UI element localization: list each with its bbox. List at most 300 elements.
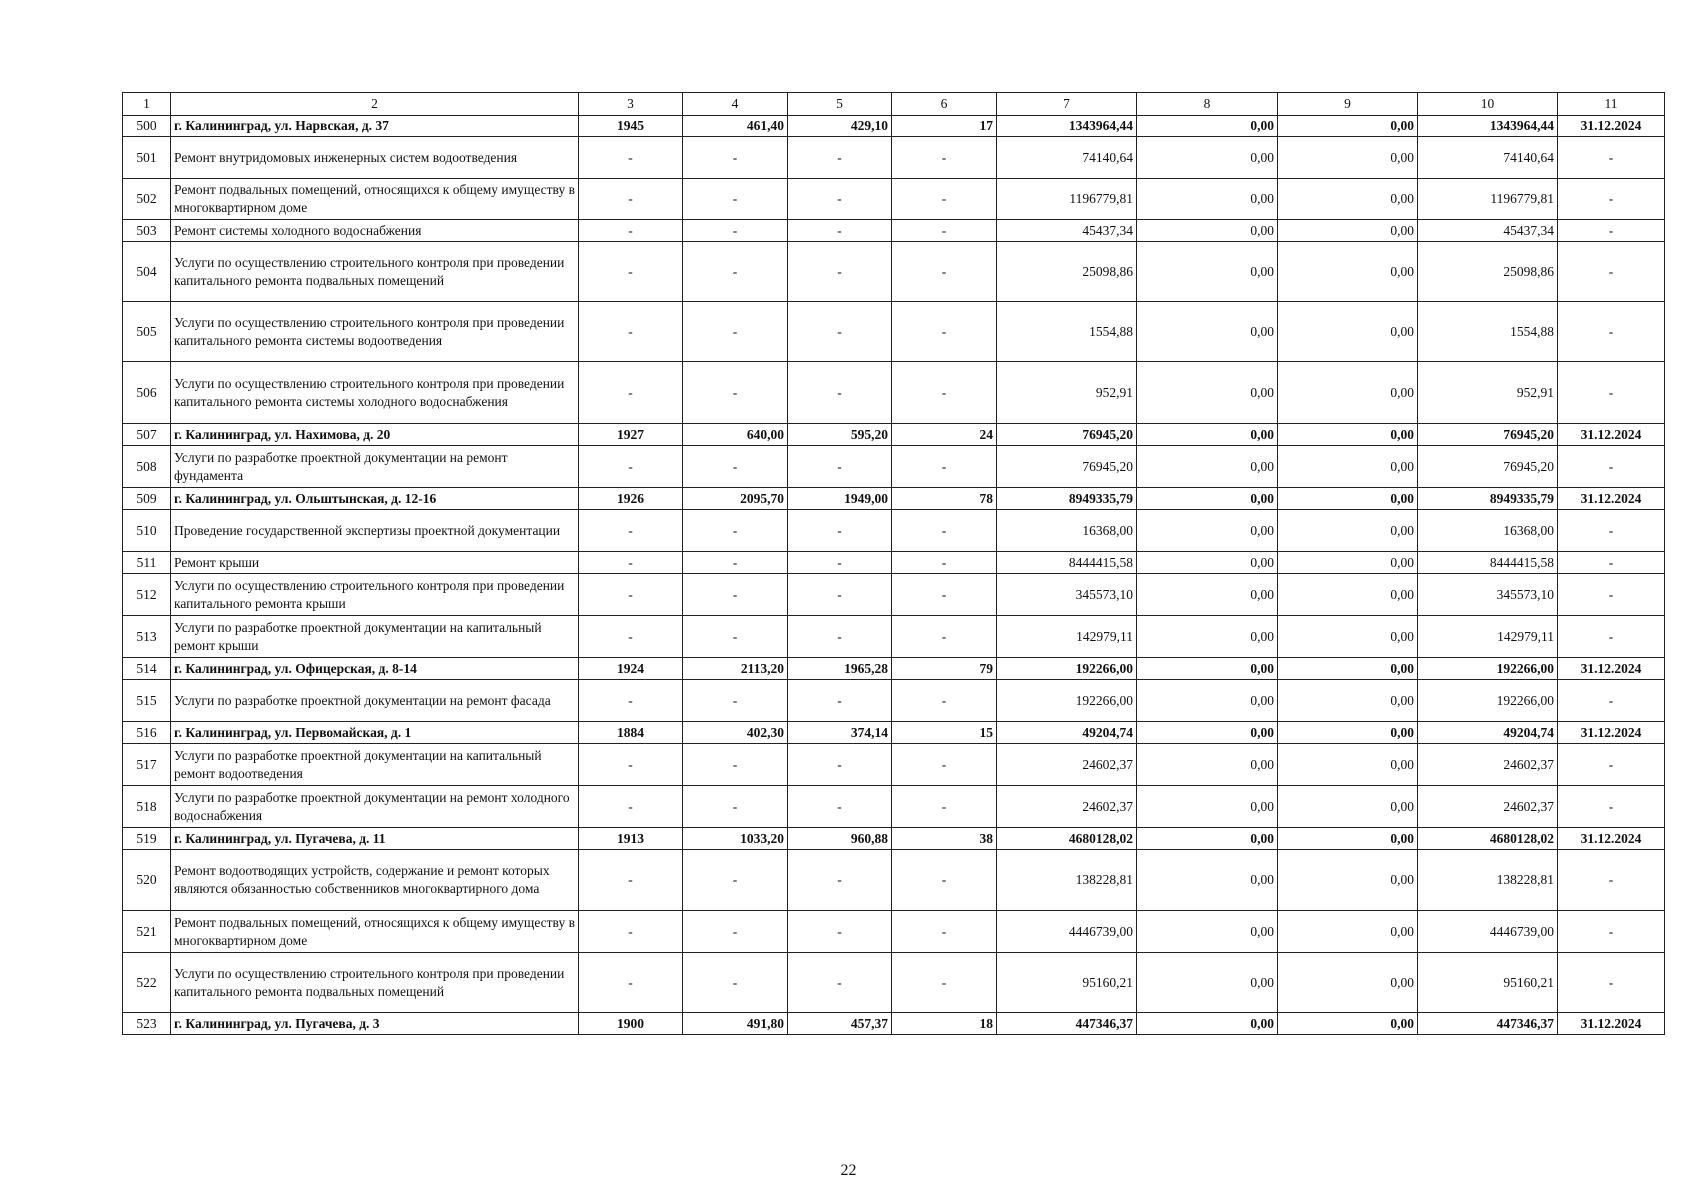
- cell-col5: -: [788, 911, 892, 953]
- cell-date: -: [1558, 574, 1665, 616]
- row-name: Услуги по осуществлению строительного контроля при проведении капитального ремонта подвальных помещений: [171, 242, 579, 302]
- cell-col9: 0,00: [1278, 446, 1418, 488]
- cell-col7: 16368,00: [997, 510, 1137, 552]
- cell-year: -: [579, 362, 683, 424]
- cell-col4: -: [683, 220, 788, 242]
- row-name: Ремонт крыши: [171, 552, 579, 574]
- cell-col6: -: [892, 911, 997, 953]
- cell-col7: 76945,20: [997, 424, 1137, 446]
- address-row: [123, 488, 1665, 510]
- cell-col7: 4446739,00: [997, 911, 1137, 953]
- cell-col6: -: [892, 616, 997, 658]
- cell-col5: 595,20: [788, 424, 892, 446]
- cell-col10: 24602,37: [1418, 786, 1558, 828]
- header-cell: 4: [683, 93, 788, 116]
- cell-col9: 0,00: [1278, 786, 1418, 828]
- row-name: Ремонт системы холодного водоснабжения: [171, 220, 579, 242]
- cell-col5: -: [788, 362, 892, 424]
- cell-col9: 0,00: [1278, 179, 1418, 220]
- row-number: 511: [123, 552, 171, 574]
- header-cell: 5: [788, 93, 892, 116]
- cell-col4: -: [683, 242, 788, 302]
- row-number: 520: [123, 850, 171, 911]
- cell-date: -: [1558, 510, 1665, 552]
- works-table: [122, 92, 1665, 1035]
- row-name: Ремонт внутридомовых инженерных систем водоотведения: [171, 137, 579, 179]
- cell-year: -: [579, 616, 683, 658]
- cell-col9: 0,00: [1278, 722, 1418, 744]
- cell-date: 31.12.2024: [1558, 658, 1665, 680]
- cell-year: -: [579, 574, 683, 616]
- cell-col9: 0,00: [1278, 116, 1418, 137]
- header-cell: 2: [171, 93, 579, 116]
- cell-col7: 25098,86: [997, 242, 1137, 302]
- cell-col6: -: [892, 220, 997, 242]
- cell-date: -: [1558, 179, 1665, 220]
- cell-year: -: [579, 242, 683, 302]
- cell-col7: 345573,10: [997, 574, 1137, 616]
- cell-col10: 76945,20: [1418, 424, 1558, 446]
- cell-year: -: [579, 510, 683, 552]
- cell-col9: 0,00: [1278, 574, 1418, 616]
- cell-col6: -: [892, 744, 997, 786]
- cell-col6: 15: [892, 722, 997, 744]
- cell-col6: -: [892, 953, 997, 1013]
- cell-col7: 192266,00: [997, 658, 1137, 680]
- cell-col6: -: [892, 362, 997, 424]
- cell-col7: 8949335,79: [997, 488, 1137, 510]
- row-name: г. Калининград, ул. Офицерская, д. 8-14: [171, 658, 579, 680]
- work-row: [123, 362, 1665, 424]
- cell-col10: 8949335,79: [1418, 488, 1558, 510]
- address-row: [123, 658, 1665, 680]
- cell-col8: 0,00: [1137, 658, 1278, 680]
- row-name: Ремонт водоотводящих устройств, содержание и ремонт которых являются обязанностью собственников многоквартирного дома: [171, 850, 579, 911]
- cell-col8: 0,00: [1137, 1013, 1278, 1035]
- cell-col8: 0,00: [1137, 574, 1278, 616]
- row-number: 521: [123, 911, 171, 953]
- cell-year: -: [579, 302, 683, 362]
- cell-col4: -: [683, 302, 788, 362]
- address-row: [123, 1013, 1665, 1035]
- cell-col10: 447346,37: [1418, 1013, 1558, 1035]
- cell-col7: 76945,20: [997, 446, 1137, 488]
- row-name: Проведение государственной экспертизы проектной документации: [171, 510, 579, 552]
- cell-col7: 447346,37: [997, 1013, 1137, 1035]
- cell-col4: 2113,20: [683, 658, 788, 680]
- cell-col10: 24602,37: [1418, 744, 1558, 786]
- cell-col6: -: [892, 179, 997, 220]
- cell-col9: 0,00: [1278, 953, 1418, 1013]
- cell-col5: -: [788, 220, 892, 242]
- cell-col8: 0,00: [1137, 424, 1278, 446]
- cell-col9: 0,00: [1278, 424, 1418, 446]
- cell-col10: 8444415,58: [1418, 552, 1558, 574]
- cell-col5: 1949,00: [788, 488, 892, 510]
- cell-col5: -: [788, 446, 892, 488]
- header-cell: 6: [892, 93, 997, 116]
- cell-date: -: [1558, 680, 1665, 722]
- cell-year: 1926: [579, 488, 683, 510]
- cell-date: -: [1558, 552, 1665, 574]
- cell-col4: 1033,20: [683, 828, 788, 850]
- cell-col5: -: [788, 552, 892, 574]
- cell-col5: -: [788, 616, 892, 658]
- cell-col5: 429,10: [788, 116, 892, 137]
- cell-date: -: [1558, 616, 1665, 658]
- cell-col8: 0,00: [1137, 786, 1278, 828]
- cell-col6: -: [892, 680, 997, 722]
- cell-col7: 49204,74: [997, 722, 1137, 744]
- cell-col7: 74140,64: [997, 137, 1137, 179]
- cell-col4: -: [683, 574, 788, 616]
- cell-col10: 49204,74: [1418, 722, 1558, 744]
- row-number: 512: [123, 574, 171, 616]
- row-number: 513: [123, 616, 171, 658]
- cell-date: -: [1558, 446, 1665, 488]
- row-number: 508: [123, 446, 171, 488]
- cell-col4: -: [683, 510, 788, 552]
- row-name: Услуги по разработке проектной документации на капитальный ремонт водоотведения: [171, 744, 579, 786]
- cell-col10: 16368,00: [1418, 510, 1558, 552]
- cell-col5: 457,37: [788, 1013, 892, 1035]
- work-row: [123, 179, 1665, 220]
- cell-col10: 4446739,00: [1418, 911, 1558, 953]
- header-cell: 11: [1558, 93, 1665, 116]
- row-name: г. Калининград, ул. Ольштынская, д. 12-16: [171, 488, 579, 510]
- cell-date: -: [1558, 850, 1665, 911]
- cell-col5: -: [788, 744, 892, 786]
- cell-col7: 192266,00: [997, 680, 1137, 722]
- cell-col5: -: [788, 953, 892, 1013]
- row-name: г. Калининград, ул. Нарвская, д. 37: [171, 116, 579, 137]
- cell-col4: -: [683, 137, 788, 179]
- cell-year: 1924: [579, 658, 683, 680]
- cell-col6: 24: [892, 424, 997, 446]
- cell-col10: 1343964,44: [1418, 116, 1558, 137]
- cell-col6: 38: [892, 828, 997, 850]
- row-name: г. Калининград, ул. Пугачева, д. 3: [171, 1013, 579, 1035]
- header-cell: 9: [1278, 93, 1418, 116]
- cell-col9: 0,00: [1278, 828, 1418, 850]
- header-cell: 10: [1418, 93, 1558, 116]
- cell-col9: 0,00: [1278, 744, 1418, 786]
- cell-col7: 952,91: [997, 362, 1137, 424]
- cell-col8: 0,00: [1137, 616, 1278, 658]
- row-name: Услуги по разработке проектной документации на ремонт фасада: [171, 680, 579, 722]
- cell-col9: 0,00: [1278, 510, 1418, 552]
- header-cell: 3: [579, 93, 683, 116]
- row-name: Ремонт подвальных помещений, относящихся к общему имуществу в многоквартирном доме: [171, 179, 579, 220]
- work-row: [123, 552, 1665, 574]
- row-number: 517: [123, 744, 171, 786]
- cell-col8: 0,00: [1137, 179, 1278, 220]
- page-number: 22: [840, 1162, 857, 1179]
- cell-col6: 18: [892, 1013, 997, 1035]
- cell-col6: -: [892, 242, 997, 302]
- cell-col9: 0,00: [1278, 616, 1418, 658]
- cell-col7: 138228,81: [997, 850, 1137, 911]
- cell-col5: -: [788, 510, 892, 552]
- cell-col6: 79: [892, 658, 997, 680]
- cell-year: -: [579, 850, 683, 911]
- cell-col6: 17: [892, 116, 997, 137]
- cell-col8: 0,00: [1137, 116, 1278, 137]
- cell-col7: 1554,88: [997, 302, 1137, 362]
- cell-col4: 640,00: [683, 424, 788, 446]
- cell-date: 31.12.2024: [1558, 722, 1665, 744]
- cell-col8: 0,00: [1137, 362, 1278, 424]
- cell-col8: 0,00: [1137, 242, 1278, 302]
- cell-col6: -: [892, 552, 997, 574]
- cell-col4: 402,30: [683, 722, 788, 744]
- row-number: 506: [123, 362, 171, 424]
- row-name: Услуги по осуществлению строительного контроля при проведении капитального ремонта крыши: [171, 574, 579, 616]
- row-number: 516: [123, 722, 171, 744]
- cell-year: -: [579, 179, 683, 220]
- work-row: [123, 242, 1665, 302]
- cell-col7: 4680128,02: [997, 828, 1137, 850]
- cell-col5: 374,14: [788, 722, 892, 744]
- row-name: Услуги по разработке проектной документации на ремонт фундамента: [171, 446, 579, 488]
- work-row: [123, 744, 1665, 786]
- address-row: [123, 116, 1665, 137]
- cell-date: 31.12.2024: [1558, 1013, 1665, 1035]
- row-name: Услуги по разработке проектной документации на ремонт холодного водоснабжения: [171, 786, 579, 828]
- cell-col6: -: [892, 302, 997, 362]
- cell-col8: 0,00: [1137, 137, 1278, 179]
- cell-col7: 45437,34: [997, 220, 1137, 242]
- cell-col6: -: [892, 510, 997, 552]
- cell-col4: -: [683, 552, 788, 574]
- cell-year: 1927: [579, 424, 683, 446]
- cell-date: -: [1558, 911, 1665, 953]
- cell-year: -: [579, 220, 683, 242]
- cell-col10: 345573,10: [1418, 574, 1558, 616]
- cell-col10: 138228,81: [1418, 850, 1558, 911]
- work-row: [123, 680, 1665, 722]
- row-number: 523: [123, 1013, 171, 1035]
- cell-col10: 45437,34: [1418, 220, 1558, 242]
- cell-col9: 0,00: [1278, 850, 1418, 911]
- row-name: Ремонт подвальных помещений, относящихся к общему имуществу в многоквартирном доме: [171, 911, 579, 953]
- cell-col5: -: [788, 680, 892, 722]
- cell-col4: -: [683, 616, 788, 658]
- cell-year: -: [579, 744, 683, 786]
- cell-col8: 0,00: [1137, 220, 1278, 242]
- cell-col4: 2095,70: [683, 488, 788, 510]
- cell-col8: 0,00: [1137, 953, 1278, 1013]
- work-row: [123, 911, 1665, 953]
- row-number: 518: [123, 786, 171, 828]
- cell-year: -: [579, 680, 683, 722]
- row-number: 515: [123, 680, 171, 722]
- cell-col10: 192266,00: [1418, 680, 1558, 722]
- work-row: [123, 510, 1665, 552]
- cell-year: -: [579, 137, 683, 179]
- cell-date: 31.12.2024: [1558, 116, 1665, 137]
- work-row: [123, 574, 1665, 616]
- work-row: [123, 850, 1665, 911]
- row-number: 514: [123, 658, 171, 680]
- row-number: 502: [123, 179, 171, 220]
- cell-col8: 0,00: [1137, 911, 1278, 953]
- row-number: 504: [123, 242, 171, 302]
- cell-year: 1884: [579, 722, 683, 744]
- cell-col7: 24602,37: [997, 786, 1137, 828]
- cell-col7: 8444415,58: [997, 552, 1137, 574]
- cell-col5: -: [788, 179, 892, 220]
- cell-col7: 24602,37: [997, 744, 1137, 786]
- cell-col4: -: [683, 911, 788, 953]
- cell-col10: 95160,21: [1418, 953, 1558, 1013]
- cell-col4: -: [683, 362, 788, 424]
- cell-col6: -: [892, 850, 997, 911]
- cell-col9: 0,00: [1278, 302, 1418, 362]
- cell-col10: 74140,64: [1418, 137, 1558, 179]
- cell-year: -: [579, 953, 683, 1013]
- header-cell: 8: [1137, 93, 1278, 116]
- row-name: г. Калининград, ул. Нахимова, д. 20: [171, 424, 579, 446]
- cell-col10: 25098,86: [1418, 242, 1558, 302]
- cell-col8: 0,00: [1137, 722, 1278, 744]
- cell-col8: 0,00: [1137, 488, 1278, 510]
- cell-col6: 78: [892, 488, 997, 510]
- row-name: Услуги по осуществлению строительного контроля при проведении капитального ремонта системы водоотведения: [171, 302, 579, 362]
- row-number: 500: [123, 116, 171, 137]
- cell-date: 31.12.2024: [1558, 424, 1665, 446]
- cell-col6: -: [892, 137, 997, 179]
- row-number: 519: [123, 828, 171, 850]
- cell-col9: 0,00: [1278, 362, 1418, 424]
- cell-col9: 0,00: [1278, 242, 1418, 302]
- cell-date: 31.12.2024: [1558, 488, 1665, 510]
- cell-col9: 0,00: [1278, 680, 1418, 722]
- cell-col7: 1343964,44: [997, 116, 1137, 137]
- cell-col5: -: [788, 850, 892, 911]
- cell-col6: -: [892, 446, 997, 488]
- work-row: [123, 220, 1665, 242]
- cell-col4: -: [683, 850, 788, 911]
- header-cell: 1: [123, 93, 171, 116]
- row-name: Услуги по разработке проектной документации на капитальный ремонт крыши: [171, 616, 579, 658]
- work-row: [123, 446, 1665, 488]
- cell-date: -: [1558, 242, 1665, 302]
- cell-col9: 0,00: [1278, 1013, 1418, 1035]
- cell-year: 1900: [579, 1013, 683, 1035]
- cell-col8: 0,00: [1137, 446, 1278, 488]
- cell-col4: -: [683, 786, 788, 828]
- row-number: 522: [123, 953, 171, 1013]
- row-number: 503: [123, 220, 171, 242]
- header-cell: 7: [997, 93, 1137, 116]
- row-number: 501: [123, 137, 171, 179]
- cell-date: -: [1558, 137, 1665, 179]
- cell-date: -: [1558, 953, 1665, 1013]
- cell-col8: 0,00: [1137, 552, 1278, 574]
- work-row: [123, 302, 1665, 362]
- work-row: [123, 786, 1665, 828]
- address-row: [123, 828, 1665, 850]
- row-number: 505: [123, 302, 171, 362]
- cell-col8: 0,00: [1137, 510, 1278, 552]
- cell-col4: -: [683, 680, 788, 722]
- row-name: Услуги по осуществлению строительного контроля при проведении капитального ремонта подвальных помещений: [171, 953, 579, 1013]
- cell-date: -: [1558, 302, 1665, 362]
- cell-date: -: [1558, 362, 1665, 424]
- row-number: 509: [123, 488, 171, 510]
- cell-col6: -: [892, 574, 997, 616]
- cell-col8: 0,00: [1137, 850, 1278, 911]
- cell-col8: 0,00: [1137, 680, 1278, 722]
- work-row: [123, 137, 1665, 179]
- cell-col8: 0,00: [1137, 302, 1278, 362]
- cell-col10: 192266,00: [1418, 658, 1558, 680]
- cell-year: -: [579, 552, 683, 574]
- row-number: 510: [123, 510, 171, 552]
- header-row: [123, 93, 1665, 116]
- cell-col7: 142979,11: [997, 616, 1137, 658]
- cell-col4: -: [683, 744, 788, 786]
- row-number: 507: [123, 424, 171, 446]
- cell-col9: 0,00: [1278, 488, 1418, 510]
- cell-col10: 4680128,02: [1418, 828, 1558, 850]
- cell-date: -: [1558, 220, 1665, 242]
- row-name: г. Калининград, ул. Пугачева, д. 11: [171, 828, 579, 850]
- cell-year: -: [579, 786, 683, 828]
- address-row: [123, 424, 1665, 446]
- row-name: Услуги по осуществлению строительного контроля при проведении капитального ремонта системы холодного водоснабжения: [171, 362, 579, 424]
- cell-year: 1945: [579, 116, 683, 137]
- cell-col9: 0,00: [1278, 220, 1418, 242]
- cell-col10: 76945,20: [1418, 446, 1558, 488]
- cell-year: -: [579, 446, 683, 488]
- cell-col4: -: [683, 179, 788, 220]
- cell-col8: 0,00: [1137, 828, 1278, 850]
- cell-col10: 142979,11: [1418, 616, 1558, 658]
- cell-col7: 95160,21: [997, 953, 1137, 1013]
- cell-col5: -: [788, 302, 892, 362]
- cell-col4: -: [683, 446, 788, 488]
- cell-col10: 1196779,81: [1418, 179, 1558, 220]
- cell-col9: 0,00: [1278, 911, 1418, 953]
- cell-col4: 491,80: [683, 1013, 788, 1035]
- cell-date: 31.12.2024: [1558, 828, 1665, 850]
- row-name: г. Калининград, ул. Первомайская, д. 1: [171, 722, 579, 744]
- cell-year: -: [579, 911, 683, 953]
- cell-date: -: [1558, 744, 1665, 786]
- cell-col5: 960,88: [788, 828, 892, 850]
- cell-col9: 0,00: [1278, 552, 1418, 574]
- address-row: [123, 722, 1665, 744]
- cell-col8: 0,00: [1137, 744, 1278, 786]
- cell-col5: -: [788, 574, 892, 616]
- cell-year: 1913: [579, 828, 683, 850]
- cell-col4: 461,40: [683, 116, 788, 137]
- cell-col10: 952,91: [1418, 362, 1558, 424]
- work-row: [123, 616, 1665, 658]
- cell-col5: 1965,28: [788, 658, 892, 680]
- cell-date: -: [1558, 786, 1665, 828]
- cell-col7: 1196779,81: [997, 179, 1137, 220]
- cell-col9: 0,00: [1278, 658, 1418, 680]
- cell-col5: -: [788, 786, 892, 828]
- cell-col5: -: [788, 137, 892, 179]
- cell-col6: -: [892, 786, 997, 828]
- cell-col9: 0,00: [1278, 137, 1418, 179]
- cell-col5: -: [788, 242, 892, 302]
- cell-col10: 1554,88: [1418, 302, 1558, 362]
